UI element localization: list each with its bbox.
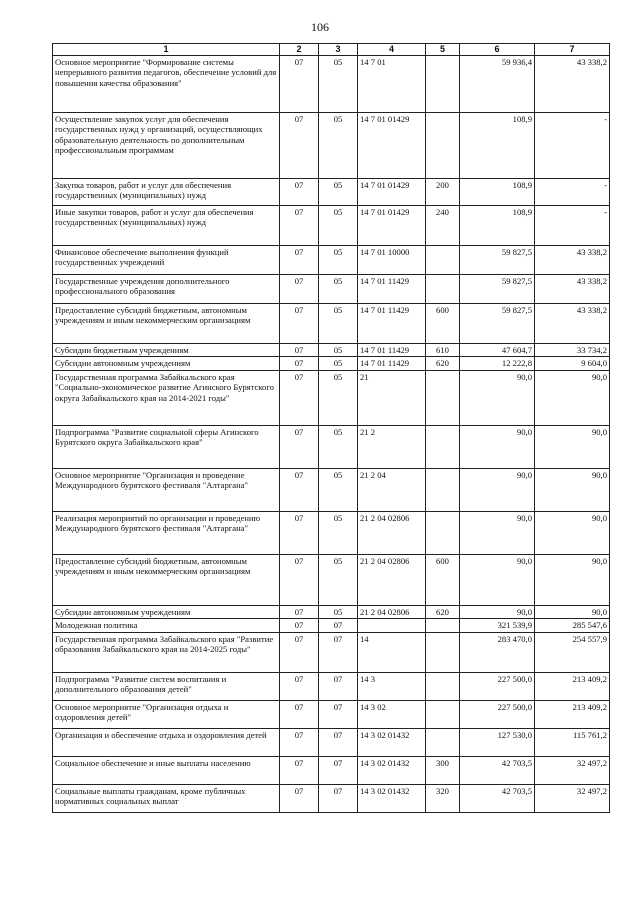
amount-year-1: 108,9 [460, 206, 535, 246]
target-item-code: 14 3 02 01432 [358, 756, 426, 784]
table-row [53, 728, 610, 756]
row-name: Подпрограмма "Развитие систем воспитания и дополнительного образования детей" [53, 672, 280, 700]
subsection-code: 05 [319, 468, 358, 511]
subsection-code: 07 [319, 632, 358, 672]
column-header: 3 [319, 44, 358, 56]
subsection-code: 07 [319, 784, 358, 812]
target-item-code: 14 7 01 11429 [358, 275, 426, 304]
amount-year-2: 90,0 [535, 425, 610, 468]
subsection-code: 05 [319, 304, 358, 344]
expense-type-code: 300 [426, 756, 460, 784]
budget-table [52, 43, 610, 813]
expense-type-code: 610 [426, 344, 460, 357]
table-row [53, 370, 610, 425]
target-item-code: 14 7 01 01429 [358, 179, 426, 206]
section-code: 07 [280, 619, 319, 632]
table-row [53, 206, 610, 246]
expense-type-code: 600 [426, 554, 460, 605]
expense-type-code [426, 56, 460, 113]
target-item-code: 21 2 04 02806 [358, 605, 426, 618]
target-item-code: 14 7 01 01429 [358, 206, 426, 246]
row-name: Субсидии автономным учреждениям [53, 605, 280, 618]
table-row [53, 113, 610, 179]
table-row [53, 511, 610, 554]
subsection-code: 05 [319, 246, 358, 275]
subsection-code: 07 [319, 756, 358, 784]
amount-year-1: 59 827,5 [460, 304, 535, 344]
amount-year-2: 90,0 [535, 554, 610, 605]
table-row [53, 672, 610, 700]
column-header: 5 [426, 44, 460, 56]
target-item-code: 21 [358, 370, 426, 425]
row-name: Осуществление закупок услуг для обеспечения государственных нужд у организаций, осуществляющих образовательную деятельность по дополнительным профессиональным программам [53, 113, 280, 179]
amount-year-2: 213 409,2 [535, 672, 610, 700]
expense-type-code [426, 468, 460, 511]
section-code: 07 [280, 56, 319, 113]
table-row [53, 605, 610, 618]
expense-type-code: 620 [426, 605, 460, 618]
amount-year-1: 227 500,0 [460, 672, 535, 700]
expense-type-code: 200 [426, 179, 460, 206]
amount-year-1: 90,0 [460, 605, 535, 618]
amount-year-1: 227 500,0 [460, 700, 535, 728]
section-code: 07 [280, 511, 319, 554]
amount-year-2: 9 604,0 [535, 357, 610, 370]
target-item-code: 21 2 04 [358, 468, 426, 511]
section-code: 07 [280, 728, 319, 756]
column-header: 6 [460, 44, 535, 56]
row-name: Государственная программа Забайкальского края "Развитие образования Забайкальского края на 2014-2025 годы" [53, 632, 280, 672]
amount-year-2: 115 761,2 [535, 728, 610, 756]
subsection-code: 05 [319, 370, 358, 425]
amount-year-2: 43 338,2 [535, 246, 610, 275]
amount-year-1: 90,0 [460, 425, 535, 468]
subsection-code: 05 [319, 511, 358, 554]
row-name: Реализация мероприятий по организации и проведению Международного бурятского фестиваля "Алтаргана" [53, 511, 280, 554]
amount-year-1: 321 539,9 [460, 619, 535, 632]
row-name: Подпрограмма "Развитие социальной сферы Агинского Бурятского округа Забайкальского края" [53, 425, 280, 468]
expense-type-code [426, 370, 460, 425]
table-row [53, 468, 610, 511]
expense-type-code [426, 728, 460, 756]
row-name: Финансовое обеспечение выполнения функций государственных учреждений [53, 246, 280, 275]
expense-type-code: 600 [426, 304, 460, 344]
expense-type-code [426, 425, 460, 468]
section-code: 07 [280, 344, 319, 357]
subsection-code: 05 [319, 275, 358, 304]
expense-type-code: 240 [426, 206, 460, 246]
expense-type-code [426, 619, 460, 632]
amount-year-1: 12 222,8 [460, 357, 535, 370]
target-item-code: 14 3 [358, 672, 426, 700]
table-row [53, 756, 610, 784]
expense-type-code: 320 [426, 784, 460, 812]
amount-year-1: 108,9 [460, 113, 535, 179]
amount-year-1: 283 470,0 [460, 632, 535, 672]
row-name: Государственные учреждения дополнительного профессионального образования [53, 275, 280, 304]
subsection-code: 05 [319, 206, 358, 246]
section-code: 07 [280, 784, 319, 812]
expense-type-code [426, 246, 460, 275]
section-code: 07 [280, 672, 319, 700]
column-header: 7 [535, 44, 610, 56]
amount-year-2: 213 409,2 [535, 700, 610, 728]
amount-year-1: 59 827,5 [460, 275, 535, 304]
table-row [53, 784, 610, 812]
row-name: Основное мероприятие "Организация и проведение Международного бурятского фестиваля "Алтаргана" [53, 468, 280, 511]
amount-year-2: 32 497,2 [535, 756, 610, 784]
subsection-code: 05 [319, 554, 358, 605]
section-code: 07 [280, 700, 319, 728]
header-row [53, 44, 610, 56]
amount-year-2: 254 557,9 [535, 632, 610, 672]
target-item-code: 14 7 01 01429 [358, 113, 426, 179]
target-item-code: 14 [358, 632, 426, 672]
page-number: 106 [311, 20, 329, 34]
table-row [53, 357, 610, 370]
table-row [53, 304, 610, 344]
section-code: 07 [280, 304, 319, 344]
target-item-code: 21 2 [358, 425, 426, 468]
target-item-code: 21 2 04 02806 [358, 554, 426, 605]
amount-year-2: 33 734,2 [535, 344, 610, 357]
amount-year-2: 43 338,2 [535, 275, 610, 304]
table-row [53, 425, 610, 468]
subsection-code: 07 [319, 728, 358, 756]
amount-year-2: - [535, 179, 610, 206]
amount-year-2: 32 497,2 [535, 784, 610, 812]
row-name: Предоставление субсидий бюджетным, автономным учреждениям и иным некоммерческим организациям [53, 554, 280, 605]
target-item-code: 14 3 02 01432 [358, 728, 426, 756]
column-header: 4 [358, 44, 426, 56]
amount-year-1: 127 530,0 [460, 728, 535, 756]
subsection-code: 05 [319, 179, 358, 206]
amount-year-1: 59 827,5 [460, 246, 535, 275]
amount-year-1: 90,0 [460, 511, 535, 554]
section-code: 07 [280, 425, 319, 468]
target-item-code: 14 7 01 10000 [358, 246, 426, 275]
table-row [53, 275, 610, 304]
row-name: Субсидии автономным учреждениям [53, 357, 280, 370]
target-item-code: 14 3 02 01432 [358, 784, 426, 812]
section-code: 07 [280, 370, 319, 425]
amount-year-1: 90,0 [460, 468, 535, 511]
row-name: Социальное обеспечение и иные выплаты населению [53, 756, 280, 784]
expense-type-code [426, 632, 460, 672]
table-row [53, 344, 610, 357]
expense-type-code [426, 275, 460, 304]
section-code: 07 [280, 113, 319, 179]
target-item-code: 14 7 01 11429 [358, 344, 426, 357]
table-row [53, 619, 610, 632]
target-item-code [358, 619, 426, 632]
target-item-code: 14 7 01 [358, 56, 426, 113]
amount-year-2: 285 547,6 [535, 619, 610, 632]
table-row [53, 632, 610, 672]
table-row [53, 246, 610, 275]
amount-year-1: 108,9 [460, 179, 535, 206]
amount-year-2: 90,0 [535, 370, 610, 425]
amount-year-1: 59 936,4 [460, 56, 535, 113]
row-name: Основное мероприятие "Организация отдыха и оздоровления детей" [53, 700, 280, 728]
subsection-code: 07 [319, 672, 358, 700]
table-row [53, 179, 610, 206]
amount-year-2: 43 338,2 [535, 304, 610, 344]
section-code: 07 [280, 206, 319, 246]
expense-type-code: 620 [426, 357, 460, 370]
column-header: 2 [280, 44, 319, 56]
expense-type-code [426, 672, 460, 700]
amount-year-2: - [535, 113, 610, 179]
amount-year-2: 90,0 [535, 511, 610, 554]
target-item-code: 14 3 02 [358, 700, 426, 728]
row-name: Субсидии бюджетным учреждениям [53, 344, 280, 357]
subsection-code: 05 [319, 357, 358, 370]
section-code: 07 [280, 275, 319, 304]
expense-type-code [426, 113, 460, 179]
amount-year-1: 90,0 [460, 554, 535, 605]
amount-year-2: 90,0 [535, 605, 610, 618]
row-name: Основное мероприятие "Формирование системы непрерывного развития педагогов, обеспечение условий для повышения качества образования" [53, 56, 280, 113]
row-name: Государственная программа Забайкальского края "Социально-экономическое развитие Агинского Бурятского округа Забайкальского края на 2014-2021 годы" [53, 370, 280, 425]
amount-year-2: 90,0 [535, 468, 610, 511]
subsection-code: 05 [319, 605, 358, 618]
amount-year-1: 42 703,5 [460, 756, 535, 784]
table-row [53, 554, 610, 605]
subsection-code: 07 [319, 619, 358, 632]
row-name: Организация и обеспечение отдыха и оздоровления детей [53, 728, 280, 756]
section-code: 07 [280, 605, 319, 618]
subsection-code: 05 [319, 425, 358, 468]
section-code: 07 [280, 246, 319, 275]
target-item-code: 14 7 01 11429 [358, 304, 426, 344]
table-row [53, 700, 610, 728]
section-code: 07 [280, 468, 319, 511]
subsection-code: 07 [319, 700, 358, 728]
subsection-code: 05 [319, 56, 358, 113]
table-row [53, 56, 610, 113]
section-code: 07 [280, 554, 319, 605]
row-name: Закупка товаров, работ и услуг для обеспечения государственных (муниципальных) нужд [53, 179, 280, 206]
row-name: Социальные выплаты гражданам, кроме публичных нормативных социальных выплат [53, 784, 280, 812]
amount-year-1: 90,0 [460, 370, 535, 425]
expense-type-code [426, 700, 460, 728]
target-item-code: 21 2 04 02806 [358, 511, 426, 554]
subsection-code: 05 [319, 344, 358, 357]
column-header: 1 [53, 44, 280, 56]
section-code: 07 [280, 357, 319, 370]
amount-year-1: 47 604,7 [460, 344, 535, 357]
target-item-code: 14 7 01 11429 [358, 357, 426, 370]
section-code: 07 [280, 179, 319, 206]
row-name: Иные закупки товаров, работ и услуг для обеспечения государственных (муниципальных) нужд [53, 206, 280, 246]
amount-year-2: 43 338,2 [535, 56, 610, 113]
row-name: Молодежная политика [53, 619, 280, 632]
section-code: 07 [280, 756, 319, 784]
subsection-code: 05 [319, 113, 358, 179]
amount-year-2: - [535, 206, 610, 246]
row-name: Предоставление субсидий бюджетным, автономным учреждениям и иным некоммерческим организациям [53, 304, 280, 344]
section-code: 07 [280, 632, 319, 672]
amount-year-1: 42 703,5 [460, 784, 535, 812]
expense-type-code [426, 511, 460, 554]
